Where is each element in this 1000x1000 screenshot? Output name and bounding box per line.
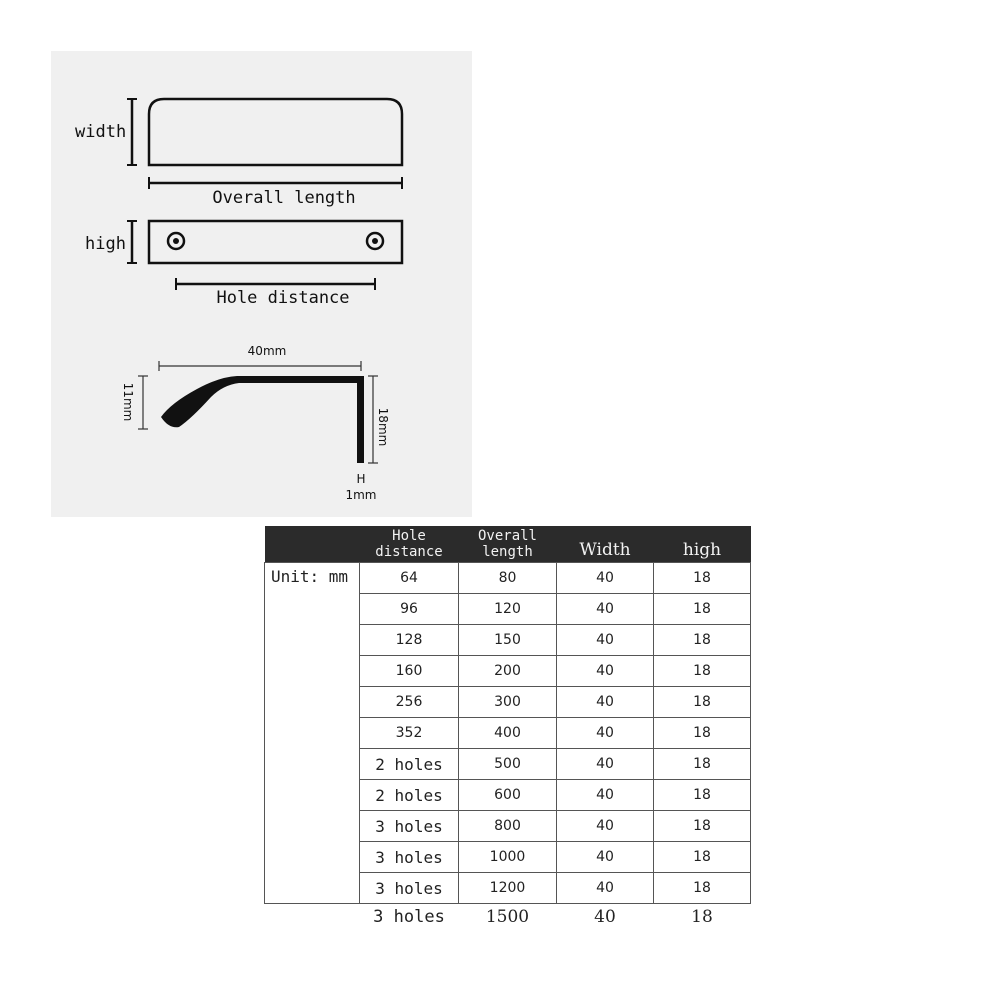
cell-hole: 64: [360, 563, 459, 594]
cell-length: 600: [459, 780, 557, 811]
thickness-letter-label: H: [356, 472, 366, 486]
header-high: high: [654, 526, 751, 563]
dimension-diagram-panel: [51, 51, 472, 517]
cell-width: 40: [557, 718, 654, 749]
front-view-outline: [149, 221, 402, 263]
top-view-outline: [149, 99, 402, 165]
cell-width: 40: [557, 842, 654, 873]
cell-width: 40: [557, 687, 654, 718]
cell-hole: 2 holes: [360, 749, 459, 780]
cell-length: 800: [459, 811, 557, 842]
cell-hole: 3 holes: [360, 842, 459, 873]
cell-hole: 2 holes: [360, 780, 459, 811]
top-view: [75, 99, 402, 208]
cell-width: 40: [557, 749, 654, 780]
cell-high: 18: [654, 563, 751, 594]
handle-profile-shape: [161, 376, 364, 463]
cell-width: 40: [557, 625, 654, 656]
cell-hole: 160: [360, 656, 459, 687]
cell-width: 40: [557, 594, 654, 625]
cell-high: 18: [654, 842, 751, 873]
profile-length-label: 40mm: [247, 344, 287, 358]
front-view: [85, 221, 402, 308]
cell-high: 18: [654, 625, 751, 656]
hole-distance-label: Hole distance: [216, 288, 350, 308]
cell-high: 18: [654, 811, 751, 842]
cell-length: 80: [459, 563, 557, 594]
cell-width: 40: [594, 907, 616, 927]
cell-width: 40: [557, 656, 654, 687]
table-header-row: [265, 526, 751, 563]
profile-view: [121, 344, 390, 502]
cell-high: 18: [654, 749, 751, 780]
specification-table: [264, 526, 751, 930]
cell-high: 18: [654, 656, 751, 687]
header-hole-distance: Hole distance: [360, 526, 459, 563]
cell-hole: 256: [360, 687, 459, 718]
cell-hole: 128: [360, 625, 459, 656]
cell-hole: 352: [360, 718, 459, 749]
cell-length: 400: [459, 718, 557, 749]
cell-length: 120: [459, 594, 557, 625]
table-row: [265, 563, 751, 594]
cell-hole: 3 holes: [360, 811, 459, 842]
table-row: [265, 904, 751, 931]
cell-high: 18: [654, 594, 751, 625]
cell-hole: 3 holes: [360, 873, 459, 904]
header-overall-length: Overall length: [459, 526, 557, 563]
overall-length-label: Overall length: [212, 188, 356, 208]
cell-length: 1200: [459, 873, 557, 904]
cell-high: 18: [654, 873, 751, 904]
cell-high: 18: [691, 907, 713, 927]
cell-width: 40: [557, 873, 654, 904]
cell-length: 1000: [459, 842, 557, 873]
cell-hole: 3 holes: [373, 907, 445, 927]
cell-width: 40: [557, 780, 654, 811]
unit-label: Unit: mm: [265, 563, 360, 904]
cell-length: 150: [459, 625, 557, 656]
profile-right-height-label: 18mm: [376, 407, 390, 447]
cell-high: 18: [654, 687, 751, 718]
dimension-diagram: [51, 51, 472, 517]
width-label: width: [75, 122, 127, 142]
cell-hole: 96: [360, 594, 459, 625]
high-label: high: [85, 234, 126, 254]
profile-left-height-label: 11mm: [121, 382, 135, 422]
cell-length: 1500: [485, 907, 530, 927]
cell-length: 300: [459, 687, 557, 718]
cell-high: 18: [654, 718, 751, 749]
cell-length: 200: [459, 656, 557, 687]
cell-width: 40: [557, 563, 654, 594]
thickness-value-label: 1mm: [345, 488, 377, 502]
cell-length: 500: [459, 749, 557, 780]
cell-width: 40: [557, 811, 654, 842]
header-width: Width: [557, 526, 654, 563]
cell-high: 18: [654, 780, 751, 811]
